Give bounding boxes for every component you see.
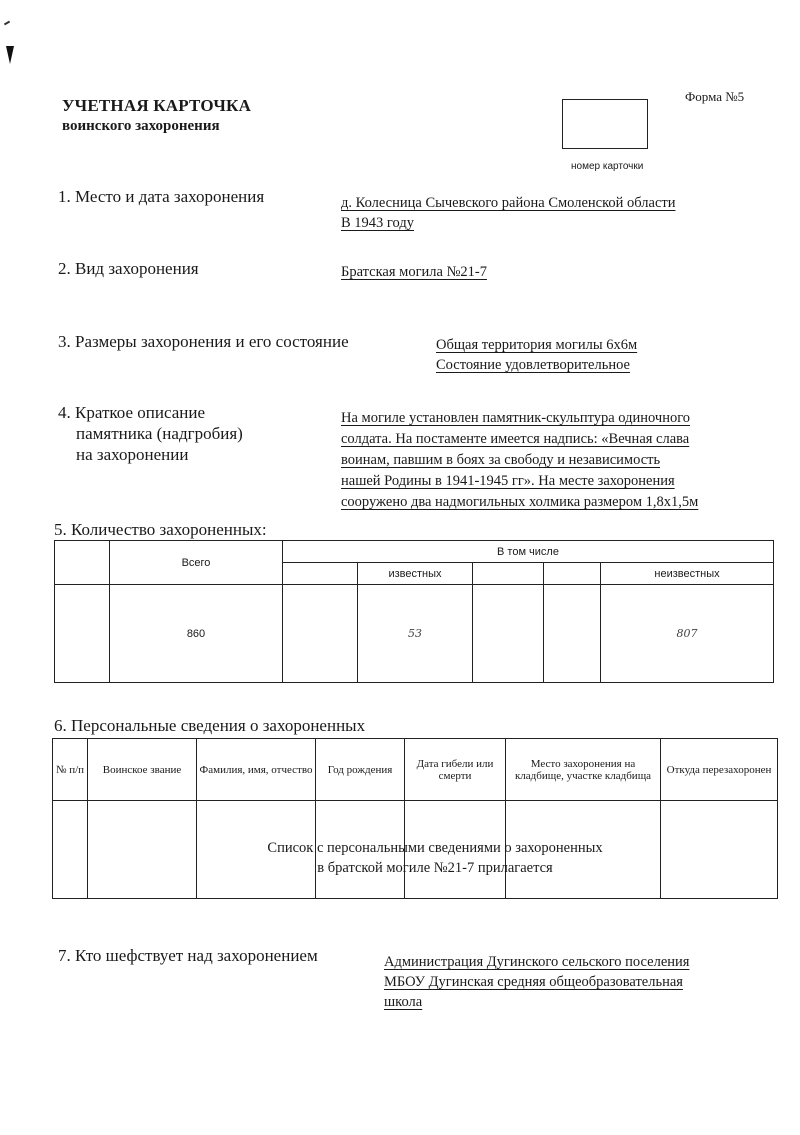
value-line: Братская могила №21-7 xyxy=(341,264,487,280)
section-3-label: 3. Размеры захоронения и его состояние xyxy=(58,332,349,351)
note-line: в братской могиле №21-7 прилагается xyxy=(317,860,553,876)
section-1-value xyxy=(341,193,676,233)
header-death-date: Дата гибели или смерти xyxy=(405,739,506,801)
section-3-value xyxy=(436,335,637,375)
value-line: д. Колесница Сычевского района Смоленской области xyxy=(341,195,676,211)
section-2-value xyxy=(341,262,487,282)
empty-cell xyxy=(88,801,197,899)
unknown-value: 807 xyxy=(601,585,774,683)
header-unknown: неизвестных xyxy=(601,563,774,585)
empty-cell xyxy=(544,585,601,683)
scan-mark xyxy=(4,21,10,26)
section-4-label xyxy=(58,402,243,465)
header-rank: Воинское звание xyxy=(88,739,197,801)
header-number: № п/п xyxy=(53,739,88,801)
note-line: Список с персональными сведениями о захороненных xyxy=(267,840,603,856)
empty-cell xyxy=(283,585,358,683)
header-name: Фамилия, имя, отчество xyxy=(197,739,316,801)
known-value: 53 xyxy=(358,585,473,683)
header-burial-place: Место захоронения на кладбище, участке кладбища xyxy=(506,739,661,801)
section-4-value xyxy=(341,408,698,513)
section-1-label: 1. Место и дата захоронения xyxy=(58,187,265,206)
value-line: воинам, павшим в боях за свободу и независимость xyxy=(341,452,661,468)
total-value: 860 xyxy=(110,585,283,683)
value-line: сооружено два надмогильных холмика размером 1,8х1,5м xyxy=(341,494,699,510)
empty-cell xyxy=(473,585,544,683)
scan-mark xyxy=(6,46,14,64)
empty-cell xyxy=(283,563,358,585)
header-birth-year: Год рождения xyxy=(316,739,405,801)
header-total: Всего xyxy=(110,541,283,585)
section-6-label: 6. Персональные сведения о захороненных xyxy=(54,716,366,735)
card-title: УЧЕТНАЯ КАРТОЧКА xyxy=(62,96,252,115)
section-5-label: 5. Количество захороненных: xyxy=(54,520,267,539)
personal-list-note xyxy=(200,838,670,878)
section-7-label: 7. Кто шефствует над захоронением xyxy=(58,946,318,965)
value-line: Общая территория могилы 6х6м xyxy=(436,337,638,353)
value-line: МБОУ Дугинская средняя общеобразовательная xyxy=(384,974,683,990)
label-line: на захоронении xyxy=(76,445,189,464)
value-line: Состояние удовлетворительное xyxy=(436,357,630,373)
value-line: На могиле установлен памятник-скульптура одиночного xyxy=(341,410,691,426)
header-reburied-from: Откуда перезахоронен xyxy=(661,739,778,801)
section-2-label: 2. Вид захоронения xyxy=(58,259,199,278)
card-number-label: номер карточки xyxy=(571,161,644,172)
form-number: Форма №5 xyxy=(685,89,745,104)
label-line: 4. Краткое описание xyxy=(58,403,206,422)
value-line: В 1943 году xyxy=(341,215,414,231)
empty-cell xyxy=(661,801,778,899)
value-line: солдата. На постаменте имеется надпись: «Вечная слава xyxy=(341,431,690,447)
card-number-box[interactable] xyxy=(562,99,648,149)
label-line: памятника (надгробия) xyxy=(76,424,243,443)
burial-count-table xyxy=(54,540,774,683)
empty-cell xyxy=(473,563,544,585)
value-line: нашей Родины в 1941-1945 гг». На месте захоронения xyxy=(341,473,675,489)
empty-cell xyxy=(544,563,601,585)
empty-cell xyxy=(55,541,110,585)
empty-cell xyxy=(53,801,88,899)
header-including: В том числе xyxy=(283,541,774,563)
section-7-value xyxy=(384,952,689,1012)
value-line: школа xyxy=(384,994,423,1010)
value-line: Администрация Дугинского сельского поселения xyxy=(384,954,690,970)
empty-cell xyxy=(55,585,110,683)
card-subtitle: воинского захоронения xyxy=(62,118,220,134)
header-known: известных xyxy=(358,563,473,585)
